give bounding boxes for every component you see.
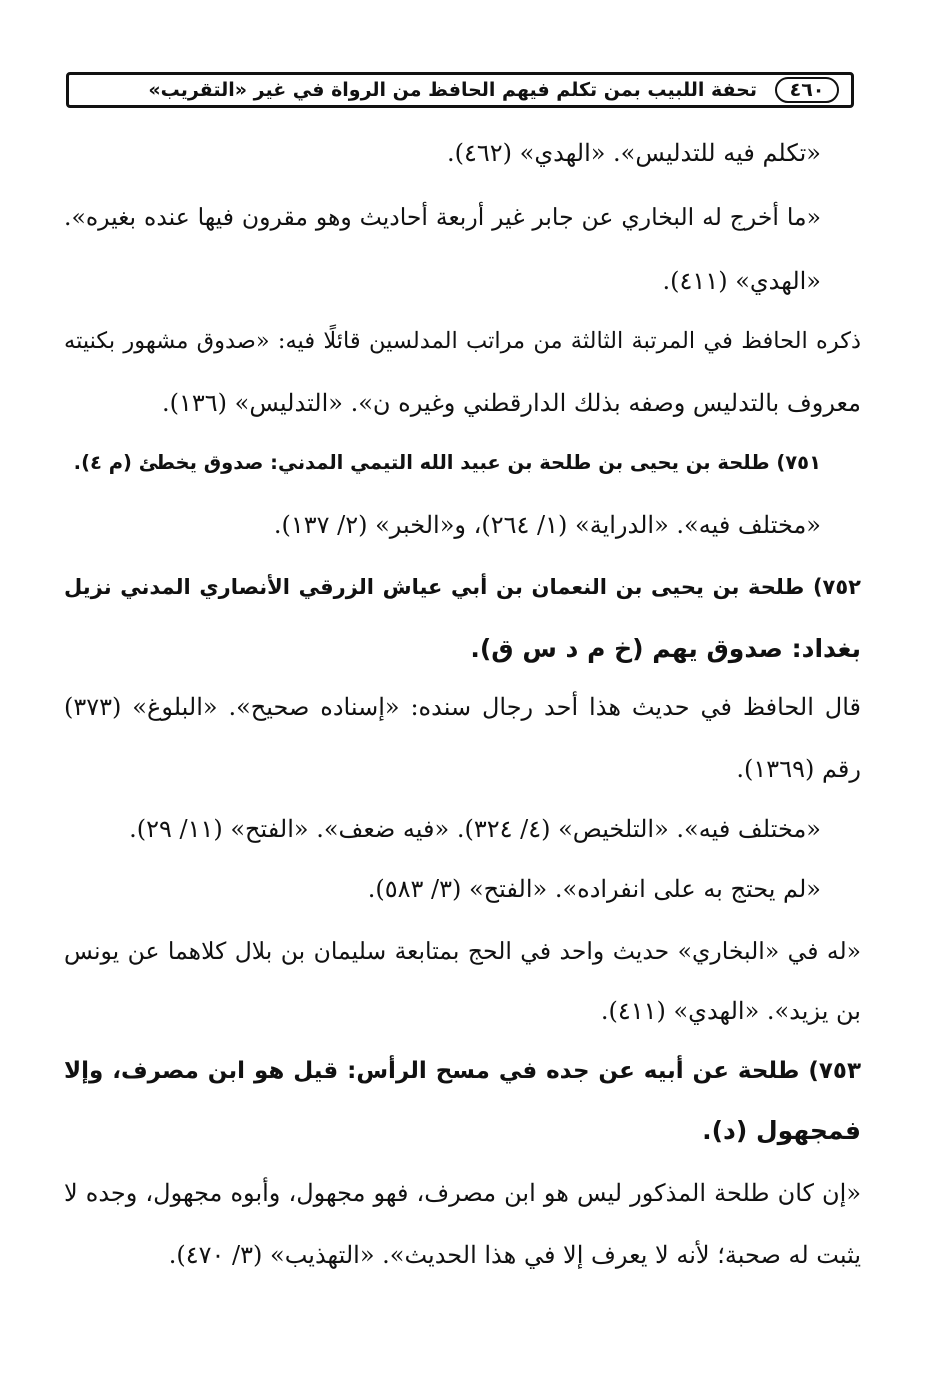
entry-heading-753-cont: فمجهول (د). — [702, 1116, 861, 1145]
entry-heading-753: ٧٥٣) طلحة عن أبيه عن جده في مسح الرأس: قيل هو ابن مصرف، وإلا — [64, 1058, 861, 1084]
text-line: بن يزيد». «الهدي» (٤١١). — [600, 997, 861, 1025]
text-line: ذكره الحافظ في المرتبة الثالثة من مراتب المدلسين قائلًا فيه: «صدوق مشهور بكنيته — [64, 328, 861, 354]
text-line: يثبت له صحبة؛ لأنه لا يعرف إلا في هذا الحديث». «التهذيب» (٣/ ٤٧٠). — [168, 1241, 861, 1269]
text-line: رقم (١٣٦٩). — [736, 755, 861, 783]
text-line: «مختلف فيه». «التلخيص» (٤/ ٣٢٤). «فيه ضعف». «الفتح» (١١/ ٢٩). — [129, 815, 821, 843]
text-line: «لم يحتج به على انفراده». «الفتح» (٣/ ٥٨٣). — [367, 875, 821, 903]
text-line: «إن كان طلحة المذكور ليس هو ابن مصرف، فهو مجهول، وأبوه مجهول، وجده لا — [64, 1179, 861, 1207]
entry-heading-751: ٧٥١) طلحة بن يحيى بن طلحة بن عبيد الله التيمي المدني: صدوق يخطئ (م ٤). — [73, 451, 821, 474]
entry-heading-752: ٧٥٢) طلحة بن يحيى بن النعمان بن أبي عياش الزرقي الأنصاري المدني نزيل — [64, 575, 861, 599]
running-title: تحفة اللبيب بمن تكلم فيهم الحافظ من الرواة في غير «التقريب» — [148, 79, 757, 101]
text-line: «تكلم فيه للتدليس». «الهدي» (٤٦٢). — [446, 139, 821, 167]
text-line: «ما أخرج له البخاري عن جابر غير أربعة أحاديث وهو مقرون فيها عنده بغيره». — [64, 203, 821, 231]
text-line: «مختلف فيه». «الدراية» (١/ ٢٦٤)، و«الخبر» (٢/ ١٣٧). — [273, 511, 821, 539]
text-line: «الهدي» (٤١١). — [662, 267, 821, 295]
page-number: ٤٦٠ — [775, 77, 839, 103]
entry-heading-752-cont: بغداد: صدوق يهم (خ م د س ق). — [470, 634, 861, 663]
page-header — [66, 72, 854, 108]
text-line: «له في «البخاري» حديث واحد في الحج بمتابعة سليمان بن بلال كلاهما عن يونس — [64, 937, 861, 965]
text-line: معروف بالتدليس وصفه بذلك الدارقطني وغيره ن». «التدليس» (١٣٦). — [161, 389, 861, 417]
text-line: قال الحافظ في حديث هذا أحد رجال سنده: «إسناده صحيح». «البلوغ» (٣٧٣) — [64, 693, 861, 721]
